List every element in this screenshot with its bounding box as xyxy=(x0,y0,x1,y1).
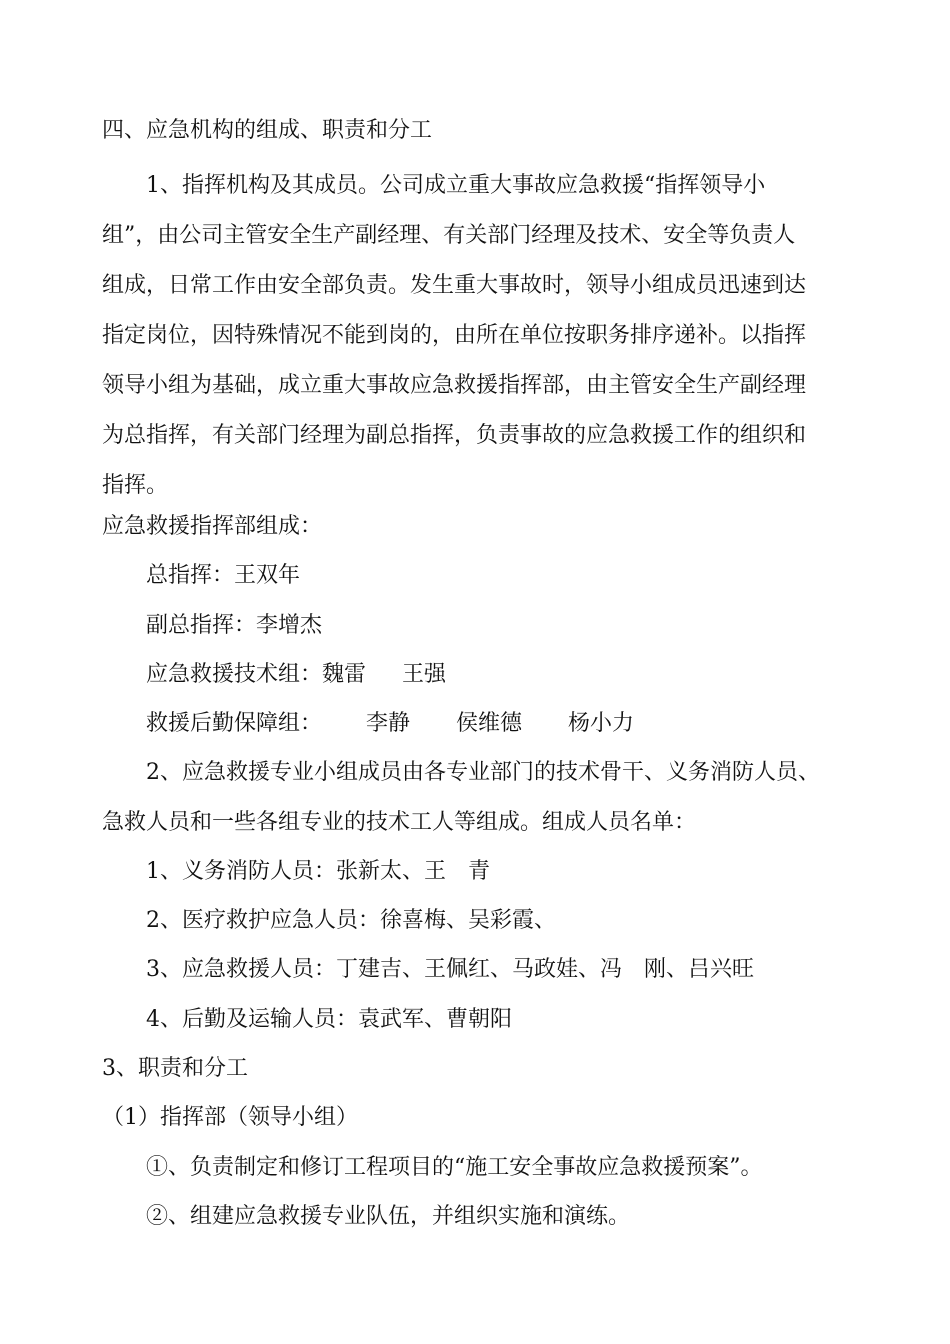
paragraph-line: 指定岗位，因特殊情况不能到岗的，由所在单位按职务排序递补。以指挥 xyxy=(102,323,807,348)
rescue-label: 3、应急救援人员：丁建吉、王佩红、马政娃、冯 xyxy=(146,957,622,982)
medical-staff-line: 2、医疗救护应急人员：徐喜梅、吴彩霞、 xyxy=(146,908,556,933)
transport-staff-line: 4、后勤及运输人员：袁武军、曹朝阳 xyxy=(146,1007,512,1032)
deputy-commander-line xyxy=(146,611,322,641)
section2-line2: 急救人员和一些各组专业的技术工人等组成。组成人员名单： xyxy=(102,810,697,835)
duty-item-2: ②、组建应急救援专业队伍，并组织实施和演练。 xyxy=(146,1204,631,1229)
chief-label: 总指挥： xyxy=(146,563,235,588)
tech-label: 应急救援技术组： xyxy=(146,662,323,687)
logistics-label: 救援后勤保障组： xyxy=(146,711,323,736)
paragraph-line: 领导小组为基础，成立重大事故应急救援指挥部，由主管安全生产副经理 xyxy=(102,373,807,398)
rescue-names-2: 刚、吕兴旺 xyxy=(644,957,755,982)
section3-title: 3、职责和分工 xyxy=(102,1056,248,1081)
paragraph-line: 指挥。 xyxy=(102,473,169,498)
fire-label: 1、义务消防人员： xyxy=(146,859,336,884)
chief-name: 王双年 xyxy=(234,563,301,588)
logistics-group-line xyxy=(146,709,634,739)
logistics-member: 杨小力 xyxy=(568,711,635,736)
logistics-member: 李静 xyxy=(366,711,411,736)
section3-subtitle: （1）指挥部（领导小组） xyxy=(102,1105,358,1130)
paragraph-line: 组”，由公司主管安全生产副经理、有关部门经理及技术、安全等负责人 xyxy=(102,223,796,248)
paragraph-line: 1、指挥机构及其成员。公司成立重大事故应急救援“指挥领导小 xyxy=(146,173,766,198)
deputy-label: 副总指挥： xyxy=(146,613,257,638)
tech-member: 王强 xyxy=(402,662,447,687)
deputy-name: 李增杰 xyxy=(256,613,323,638)
section1-paragraph xyxy=(102,161,862,511)
duty-item-1: ①、负责制定和修订工程项目的“施工安全事故应急救援预案”。 xyxy=(146,1155,763,1180)
command-title: 应急救援指挥部组成： xyxy=(102,514,323,539)
logistics-member: 侯维德 xyxy=(456,711,523,736)
fire-names: 张新太、王 xyxy=(336,859,447,884)
fire-staff-line xyxy=(146,857,490,887)
tech-group-line xyxy=(146,660,446,690)
paragraph-line: 为总指挥，有关部门经理为副总指挥，负责事故的应急救援工作的组织和 xyxy=(102,423,807,448)
tech-member: 魏雷 xyxy=(322,662,367,687)
section-heading: 四、应急机构的组成、职责和分工 xyxy=(102,118,433,143)
section2-line1: 2、应急救援专业小组成员由各专业部门的技术骨干、义务消防人员、 xyxy=(146,760,820,785)
rescue-staff-line xyxy=(146,955,754,985)
paragraph-line: 组成，日常工作由安全部负责。发生重大事故时，领导小组成员迅速到达 xyxy=(102,273,807,298)
chief-commander-line xyxy=(146,561,300,591)
fire-names-2: 青 xyxy=(468,859,491,884)
